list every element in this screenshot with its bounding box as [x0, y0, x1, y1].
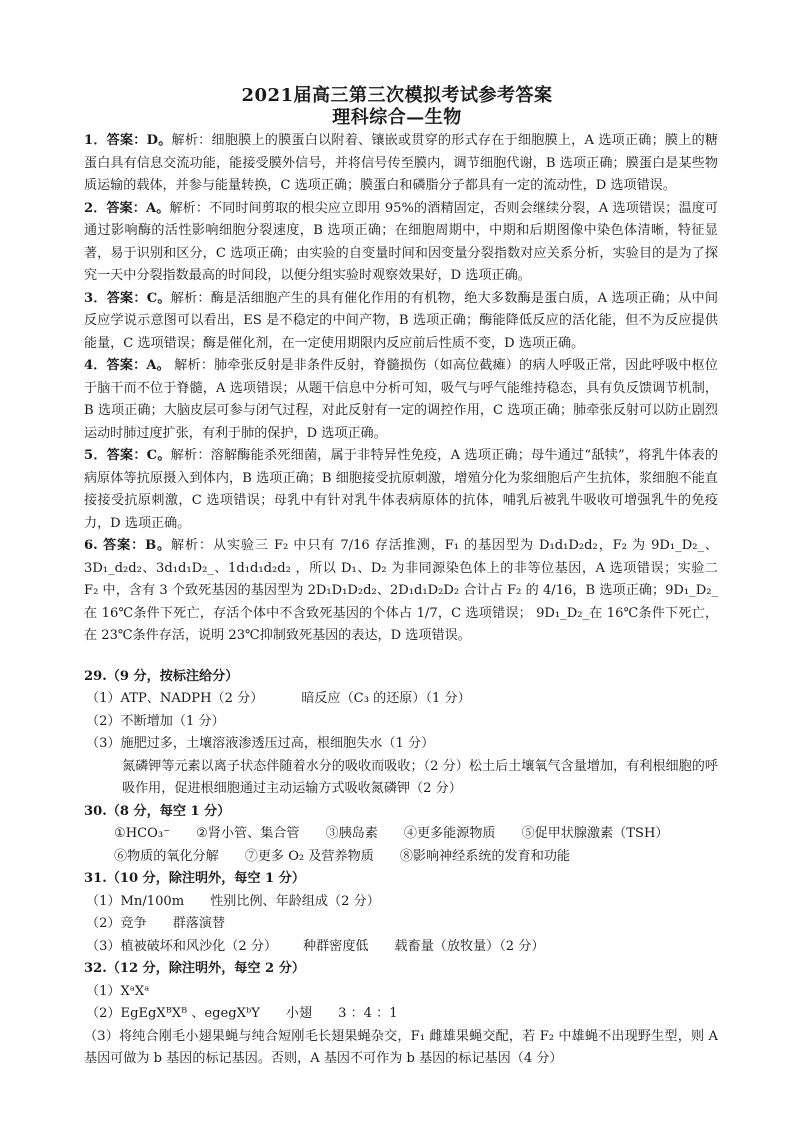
answer-label: 3．答案：C。 — [84, 290, 171, 306]
q30-item: ⑧影响神经系统的发育和功能 — [399, 848, 571, 864]
q30-item: ⑦更多 O₂ 及营养物质 — [244, 848, 374, 864]
q32-line-1: （1）XᵃXᵃ — [86, 983, 150, 999]
q32-part: 小翅 — [285, 1006, 313, 1021]
answer-explanation: 解析：从实验三 F₂ 中只有 7/16 存活推测，F₁ 的基因型为 D₁d₁D₂d₂，F₂ 为 9D₁_D₂_、3D₁_d₂d₂、3d₁d₁D₂_、1d₁d₁d₂d₂ ，所以 D₁、D₂ 为非同源染色体上的非等位基因，A 选项错误；实验二 F₂ 中，含有 3 个致死基因的基因型为 2D₁D₁D₂d₂、2D₁d₁D₂D₂ 合计占 F₂ 的 4/16，B 选项正确；9D₁_D₂_在 16℃条件下死亡，存活个体中不含致死基因的个体占 1/7，C 选项错误； 9D₁_D₂_在 16℃条件下死亡，在 23℃条件存活，说明 23℃抑制致死基因的表达，D 选项错误。 — [84, 538, 718, 643]
q31-part: 载畜量（放牧量）（2 分） — [394, 938, 545, 954]
q29-line-2: （2）不断增加（1 分） — [86, 713, 225, 729]
answer-explanation: 解析：不同时间剪取的根尖应立即用 95%的酒精固定，否则会继续分裂，A 选项错误；温度可通过影响酶的活性影响细胞分裂速度，B 选项正确；在细胞周期中，中期和后期图像中染色体清晰，特征显著，易于识别和区分，C 选项正确；由实验的自变量时间和因变量分裂指数对应关系分析，实验目的是为了探究一天中分裂指数最高的时间段，以便分组实验时观察效果好，D 选项正确。 — [84, 200, 718, 283]
q29-part-1a: （1）ATP、NADPH（2 分） — [86, 691, 264, 706]
answer-label: 1．答案：D。 — [84, 133, 172, 148]
answer-label: 5．答案：C。 — [84, 448, 171, 463]
choice-answer-1 — [84, 130, 718, 198]
answer-label: 4．答案：A。 — [84, 358, 170, 373]
q31-line-3 — [84, 936, 718, 959]
q29-line-3: （3）施肥过多，土壤溶液渗透压过高，根细胞失水（1 分） — [86, 736, 435, 751]
q32-part: 3 ：4 ：1 — [338, 1006, 398, 1021]
answer-label: 6. 答案：B。 — [84, 538, 172, 553]
q31-part: （3）植被破坏和风沙化（2 分） — [86, 938, 278, 954]
answer-content — [84, 130, 718, 1071]
choice-answer-2 — [84, 198, 718, 288]
answer-label: 2．答案：A。 — [84, 200, 170, 216]
choice-answer-4 — [84, 355, 718, 445]
q31-part: （1）Mn/100m — [86, 893, 185, 909]
page-title: 2021届高三第三次模拟考试参考答案 — [241, 85, 553, 106]
q30-heading: 30.（8 分，每空 1 分） — [84, 803, 231, 819]
q31-part: 性别比例、年龄组成（2 分） — [210, 893, 380, 909]
q30-item: ⑤促甲状腺激素（TSH） — [521, 826, 669, 841]
choice-answer-3 — [84, 288, 718, 356]
choice-answer-6 — [84, 535, 718, 648]
q30-item: ②肾小管、集合管 — [196, 826, 300, 841]
q31-heading: 31.（10 分，除注明外，每空 1 分） — [84, 871, 305, 886]
answer-explanation: 解析：肺牵张反射是非条件反射，脊髓损伤（如高位截瘫）的病人呼吸正常，因此呼吸中枢位于脑干而不位于脊髓，A 选项错误；从题干信息中分析可知，吸气与呼气能维持稳态，具有负反馈调节机制，B 选项正确；大脑皮层可参与闭气过程，对此反射有一定的调控作用，C 选项正确；肺牵张反射可以防止剧烈运动时肺过度扩张，有利于肺的保护，D 选项正确。 — [84, 358, 718, 441]
q31-line-1 — [84, 891, 718, 914]
q32-heading: 32.（12 分，除注明外，每空 2 分） — [84, 961, 305, 976]
q31-line-2 — [84, 913, 718, 936]
q30-line-2 — [84, 846, 718, 869]
q31-part: 种群密度低 — [303, 938, 369, 954]
answer-explanation: 解析：溶解酶能杀死细菌，属于非特异性免疫，A 选项正确；母牛通过“舐犊”，将乳牛体表的病原体等抗原摄入到体内，B 选项正确；B 细胞接受抗原刺激，增殖分化为浆细胞后产生抗体，浆细胞不能直接接受抗原刺激，C 选项错误；母乳中有针对乳牛体表病原体的抗体，哺乳后被乳牛吸收可增强乳牛的免疫力，D 选项正确。 — [84, 448, 718, 531]
choice-answer-5 — [84, 445, 718, 535]
q30-line-1 — [84, 823, 718, 846]
q31-part: （2）竞争 — [86, 916, 147, 931]
q30-item: ①HCO₃⁻ — [114, 826, 171, 841]
q29-heading: 29.（9 分，按标注给分） — [84, 668, 239, 684]
q32-line-3: （3）将纯合刚毛小翅果蝇与纯合短刚毛长翅果蝇杂交，F₁ 雌雄果蝇交配，若 F₂ 中雄蝇不出现野生型，则 A 基因可做为 b 基因的标记基因。否则，A 基因不可作为 b 基因的标记基因（4 分） — [84, 1028, 718, 1066]
q30-item: ⑥物质的氧化分解 — [114, 848, 219, 864]
q29-line-1 — [84, 688, 718, 711]
q32-line-2 — [84, 1003, 718, 1026]
q31-part: 群落演替 — [172, 916, 226, 931]
page-subtitle: 理科综合—生物 — [332, 107, 462, 128]
q32-part: （2）EgEgXᴮXᴮ 、egegXᵇY — [86, 1006, 260, 1021]
answer-explanation: 解析：酶是活细胞产生的具有催化作用的有机物，绝大多数酶是蛋白质，A 选项正确；从中间反应学说示意图可以看出，ES 是不稳定的中间产物，B 选项正确；酶能降低反应的活化能，但不为反应提供能量，C 选项错误；酶是催化剂，在一定使用期限内反应前后性质不变，D 选项正确。 — [84, 290, 718, 351]
answer-explanation: 解析：细胞膜上的膜蛋白以附着、镶嵌或贯穿的形式存在于细胞膜上，A 选项正确；膜上的糖蛋白具有信息交流功能，能接受膜外信号，并将信号传至膜内，调节细胞代谢，B 选项正确；膜蛋白是某些物质运输的载体，并参与能量转换，C 选项正确；膜蛋白和磷脂分子都具有一定的流动性，D 选项错误。 — [84, 133, 718, 193]
q29-line-4: 氮磷钾等元素以离子状态伴随着水分的吸收而吸收；（2 分）松土后土壤氧气含量增加，有利根细胞的呼吸作用，促进根细胞通过主动运输方式吸收氮磷钾（2 分） — [122, 758, 718, 796]
section-gap — [84, 648, 718, 666]
q30-item: ③胰岛素 — [325, 826, 378, 841]
q29-part-1b: 暗反应（C₃ 的还原）（1 分） — [301, 691, 471, 706]
q30-item: ④更多能源物质 — [403, 826, 496, 841]
